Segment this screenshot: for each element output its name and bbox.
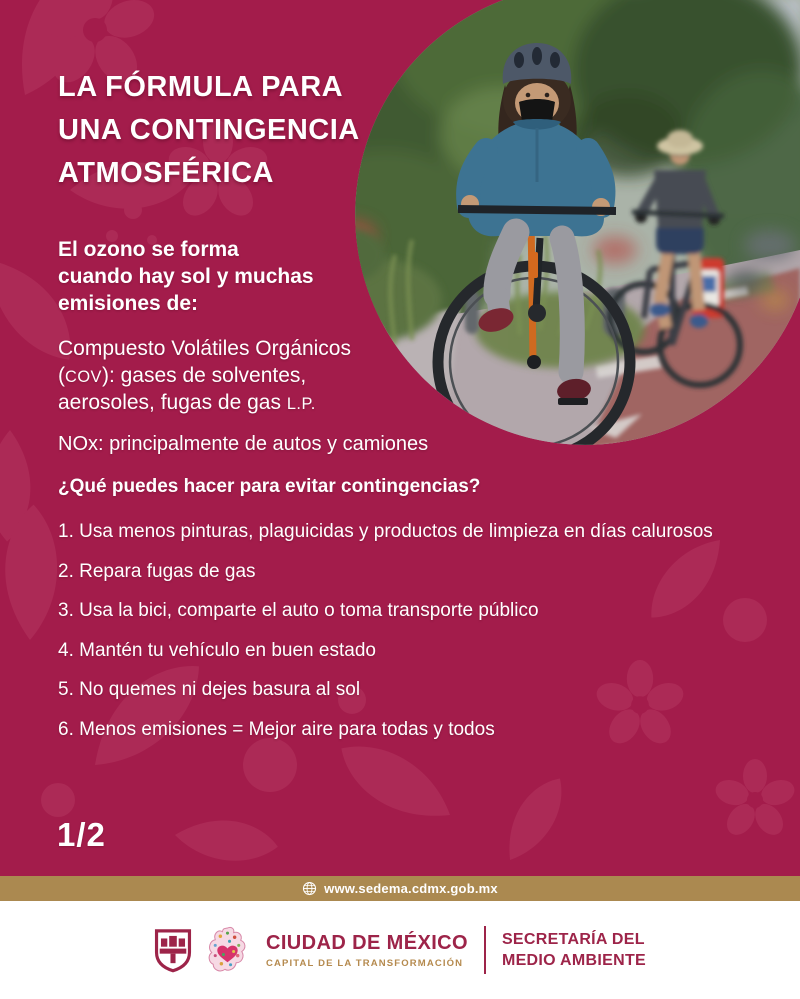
secretariat-name: SECRETARÍA DEL MEDIO AMBIENTE bbox=[501, 931, 647, 969]
title-line: ATMOSFÉRICA bbox=[58, 157, 275, 189]
globe-icon bbox=[302, 881, 317, 896]
tip-item: 1. Usa menos pinturas, plaguicidas y productos de limpieza en días calurosos bbox=[58, 521, 713, 542]
sedema-url: www.sedema.cdmx.gob.mx bbox=[324, 881, 498, 896]
intro-text bbox=[58, 236, 314, 317]
tip-item: 2. Repara fugas de gas bbox=[58, 560, 256, 582]
city-tagline: CAPITAL DE LA TRANSFORMACIÓN bbox=[265, 957, 464, 969]
question-text: ¿Qué puedes hacer para evitar contingencias? bbox=[58, 476, 481, 497]
intro-line: El ozono se forma bbox=[58, 238, 239, 261]
tip-item: 4. Mantén tu vehículo en buen estado bbox=[58, 639, 376, 661]
cdmx-shield-logo bbox=[154, 928, 192, 973]
city-logo-text bbox=[266, 932, 468, 969]
title-line: UNA CONTINGENCIA bbox=[58, 114, 360, 146]
cov-abbr: COV bbox=[65, 367, 102, 386]
city-name: CIUDAD DE MÉXICO bbox=[265, 931, 468, 954]
tip-item: 3. Usa la bici, comparte el auto o toma transporte público bbox=[58, 600, 539, 621]
cov-line: Compuesto Volátiles Orgánicos bbox=[58, 337, 351, 360]
footer-divider bbox=[484, 926, 486, 974]
url-bar bbox=[0, 876, 800, 901]
nox-text: NOx: principalmente de autos y camiones bbox=[58, 433, 429, 455]
tips-list bbox=[58, 519, 713, 756]
lp-abbr: L.P. bbox=[286, 395, 316, 413]
intro-line: emisiones de: bbox=[58, 292, 199, 315]
page-indicator: 1/2 bbox=[57, 816, 106, 853]
title-line: LA FÓRMULA PARA bbox=[58, 71, 344, 103]
cdmx-map-logo bbox=[207, 925, 248, 976]
tip-item: 5. No quemes ni dejes basura al sol bbox=[58, 679, 361, 700]
tip-item: 6. Menos emisiones = Mejor aire para todas y todos bbox=[58, 718, 495, 740]
page-title bbox=[58, 66, 360, 195]
cov-line: (COV): gases de solventes, bbox=[58, 363, 307, 387]
cov-line: aerosoles, fugas de gas L.P. bbox=[58, 391, 316, 414]
intro-line: cuando hay sol y muchas bbox=[58, 265, 314, 288]
cov-text bbox=[58, 336, 351, 418]
institutional-footer bbox=[0, 901, 800, 999]
